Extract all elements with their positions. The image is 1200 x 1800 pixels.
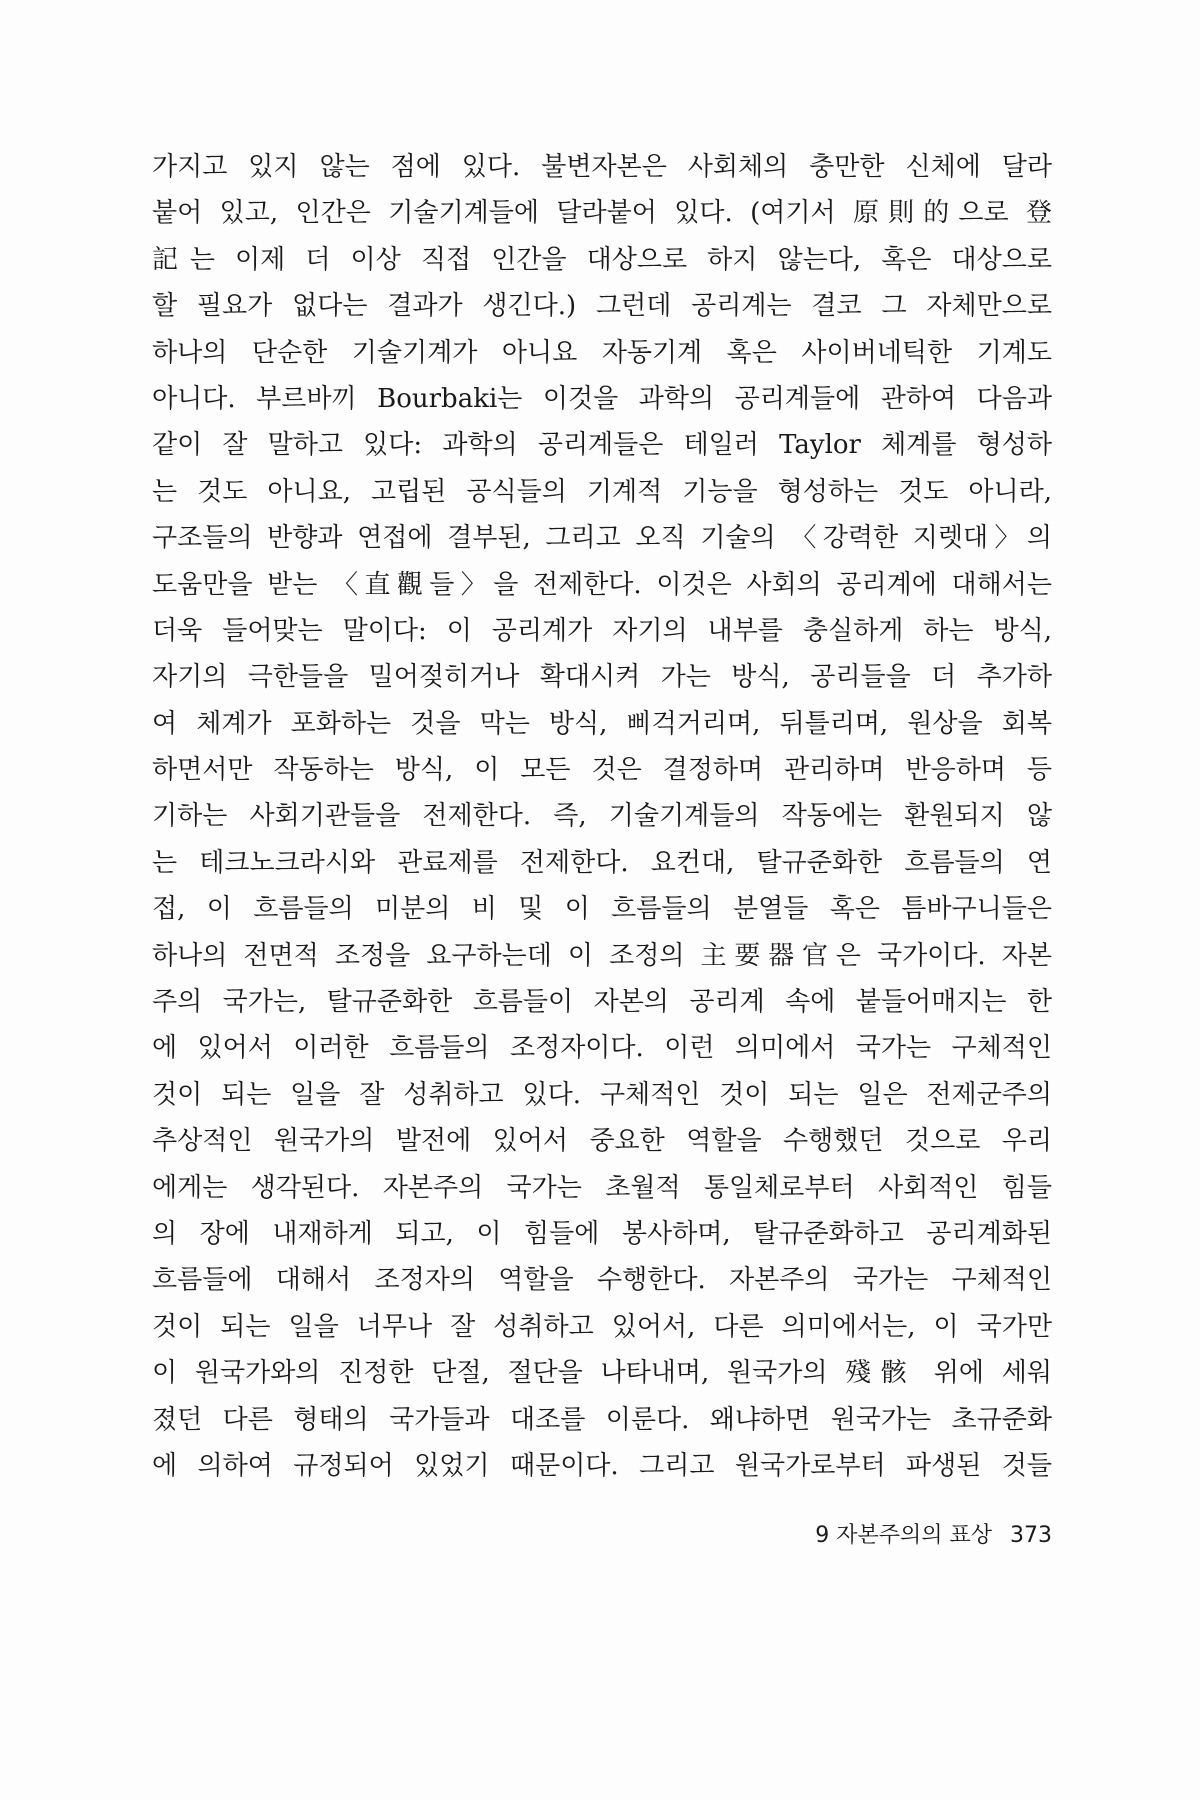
- text-line: 자기의 극한들을 밀어젖히거나 확대시켜 가는 방식, 공리들을 더 추가하: [152, 662, 1052, 693]
- text-line: 에 있어서 이러한 흐름들의 조정자이다. 이런 의미에서 국가는 구체적인: [152, 1033, 1052, 1064]
- text-line: 구조들의 반향과 연접에 결부된, 그리고 오직 기술의 〈강력한 지렛대〉의: [152, 523, 1052, 554]
- text-line: 는 테크노크라시와 관료제를 전제한다. 요컨대, 탈규준화한 흐름들의 연: [152, 847, 1052, 878]
- text-line: 더욱 들어맞는 말이다: 이 공리계가 자기의 내부를 충실하게 하는 방식,: [152, 615, 1052, 646]
- text-line: 도움만을 받는 〈直觀들〉을 전제한다. 이것은 사회의 공리계에 대해서는: [152, 569, 1052, 600]
- text-line: 가지고 있지 않는 점에 있다. 불변자본은 사회체의 충만한 신체에 달라: [152, 152, 1052, 182]
- body-text: [152, 144, 1052, 1489]
- page-number: 373: [1010, 1523, 1052, 1548]
- running-chapter-title: 9 자본주의의 표상: [815, 1523, 992, 1548]
- text-line: 에 의하여 규정되어 있었기 때문이다. 그리고 원국가로부터 파생된 것들: [152, 1450, 1052, 1481]
- text-line: 하면서만 작동하는 방식, 이 모든 것은 결정하며 관리하며 반응하며 등: [152, 755, 1052, 786]
- text-line: 흐름들에 대해서 조정자의 역할을 수행한다. 자본주의 국가는 구체적인: [152, 1265, 1052, 1296]
- text-line: 것이 되는 일을 너무나 잘 성취하고 있어서, 다른 의미에서는, 이 국가만: [152, 1311, 1052, 1342]
- text-line: 여 체계가 포화하는 것을 막는 방식, 삐걱거리며, 뒤틀리며, 원상을 회복: [152, 708, 1052, 739]
- text-line: 아니다. 부르바끼 Bourbaki는 이것을 과학의 공리계들에 관하여 다음과: [152, 383, 1052, 414]
- text-line: 의 장에 내재하게 되고, 이 힘들에 봉사하며, 탈규준화하고 공리계화된: [152, 1218, 1052, 1249]
- text-line: 졌던 다른 형태의 국가들과 대조를 이룬다. 왜냐하면 원국가는 초규준화: [152, 1404, 1052, 1435]
- text-line: 것이 되는 일을 잘 성취하고 있다. 구체적인 것이 되는 일은 전제군주의: [152, 1079, 1052, 1110]
- text-line: 는 것도 아니요, 고립된 공식들의 기계적 기능을 형성하는 것도 아니라,: [152, 476, 1052, 507]
- text-line: 접, 이 흐름들의 미분의 비 및 이 흐름들의 분열들 혹은 틈바구니들은: [152, 894, 1052, 925]
- text-line: 주의 국가는, 탈규준화한 흐름들이 자본의 공리계 속에 붙들어매지는 한: [152, 987, 1052, 1018]
- text-line: 같이 잘 말하고 있다: 과학의 공리계들은 테일러 Taylor 체계를 형성하: [152, 430, 1052, 461]
- text-line: 에게는 생각된다. 자본주의 국가는 초월적 통일체로부터 사회적인 힘들: [152, 1172, 1052, 1203]
- text-line: 하나의 전면적 조정을 요구하는데 이 조정의 主要器官은 국가이다. 자본: [152, 940, 1052, 971]
- text-line: 이 원국가와의 진정한 단절, 절단을 나타내며, 원국가의 殘骸 위에 세워: [152, 1358, 1052, 1389]
- page-footer: [700, 1518, 1052, 1549]
- text-line: 기하는 사회기관들을 전제한다. 즉, 기술기계들의 작동에는 환원되지 않: [152, 801, 1052, 832]
- text-line: 할 필요가 없다는 결과가 생긴다.) 그런데 공리계는 결코 그 자체만으로: [152, 291, 1052, 322]
- text-line: 하나의 단순한 기술기계가 아니요 자동기계 혹은 사이버네틱한 기계도: [152, 337, 1052, 368]
- text-line: 붙어 있고, 인간은 기술기계들에 달라붙어 있다. (여기서 原則的으로 登: [152, 198, 1052, 229]
- text-line: 記는 이제 더 이상 직접 인간을 대상으로 하지 않는다, 혹은 대상으로: [152, 244, 1052, 275]
- text-line: 추상적인 원국가의 발전에 있어서 중요한 역할을 수행했던 것으로 우리: [152, 1126, 1052, 1157]
